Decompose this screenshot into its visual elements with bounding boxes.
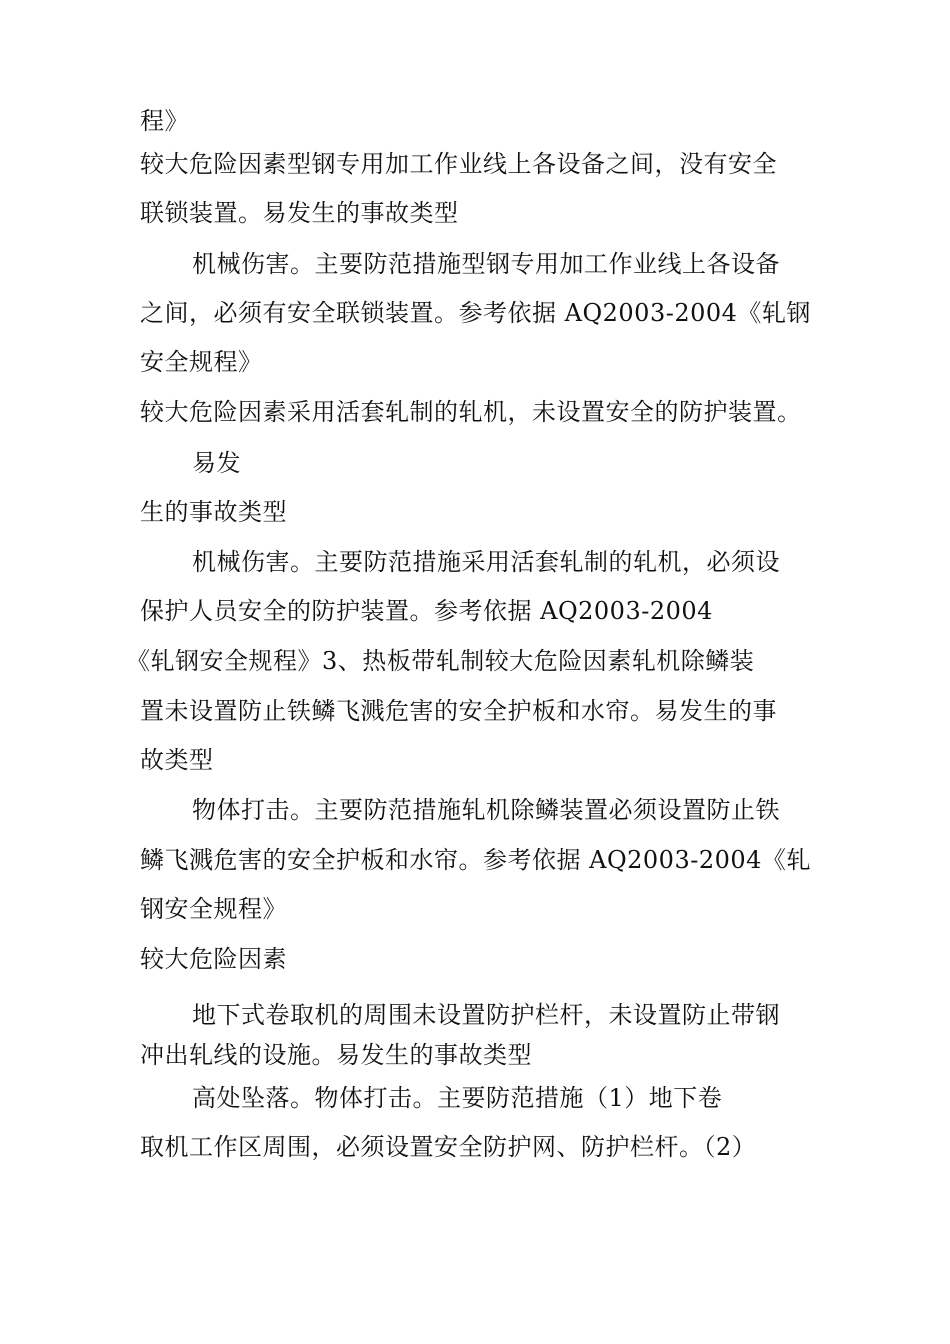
text-line: 程》: [140, 107, 189, 135]
text-line: 冲出轧线的设施。易发生的事故类型: [140, 1041, 532, 1069]
text-line: 置未设置防止铁鳞飞溅危害的安全护板和水帘。易发生的事: [140, 697, 777, 725]
text-line: 机械伤害。主要防范措施采用活套轧制的轧机，必须设: [192, 548, 780, 576]
text-line: 联锁装置。易发生的事故类型: [140, 199, 459, 227]
text-line: 高处坠落。物体打击。主要防范措施（1）地下卷: [192, 1084, 723, 1112]
text-line: 保护人员安全的防护装置。参考依据 AQ2003-2004: [140, 597, 713, 625]
text-line: 易发: [192, 449, 241, 477]
text-line: 较大危险因素采用活套轧制的轧机，未设置安全的防护装置。: [140, 398, 802, 426]
text-line: 较大危险因素: [140, 945, 287, 973]
text-line: 钢安全规程》: [140, 895, 287, 923]
text-line: 地下式卷取机的周围未设置防护栏杆，未设置防止带钢: [192, 1001, 780, 1029]
text-line: 机械伤害。主要防范措施型钢专用加工作业线上各设备: [192, 250, 780, 278]
text-line: 《轧钢安全规程》3、热板带轧制较大危险因素轧机除鳞装: [126, 647, 755, 675]
text-line: 安全规程》: [140, 348, 263, 376]
text-line: 生的事故类型: [140, 498, 287, 526]
text-line: 取机工作区周围，必须设置安全防护网、防护栏杆。（2）: [140, 1133, 757, 1161]
text-line: 故类型: [140, 746, 214, 774]
text-line: 之间，必须有安全联锁装置。参考依据 AQ2003-2004《轧钢: [140, 299, 811, 327]
text-line: 较大危险因素型钢专用加工作业线上各设备之间，没有安全: [140, 150, 777, 178]
text-line: 物体打击。主要防范措施轧机除鳞装置必须设置防止铁: [192, 796, 780, 824]
text-line: 鳞飞溅危害的安全护板和水帘。参考依据 AQ2003-2004《轧: [140, 846, 811, 874]
